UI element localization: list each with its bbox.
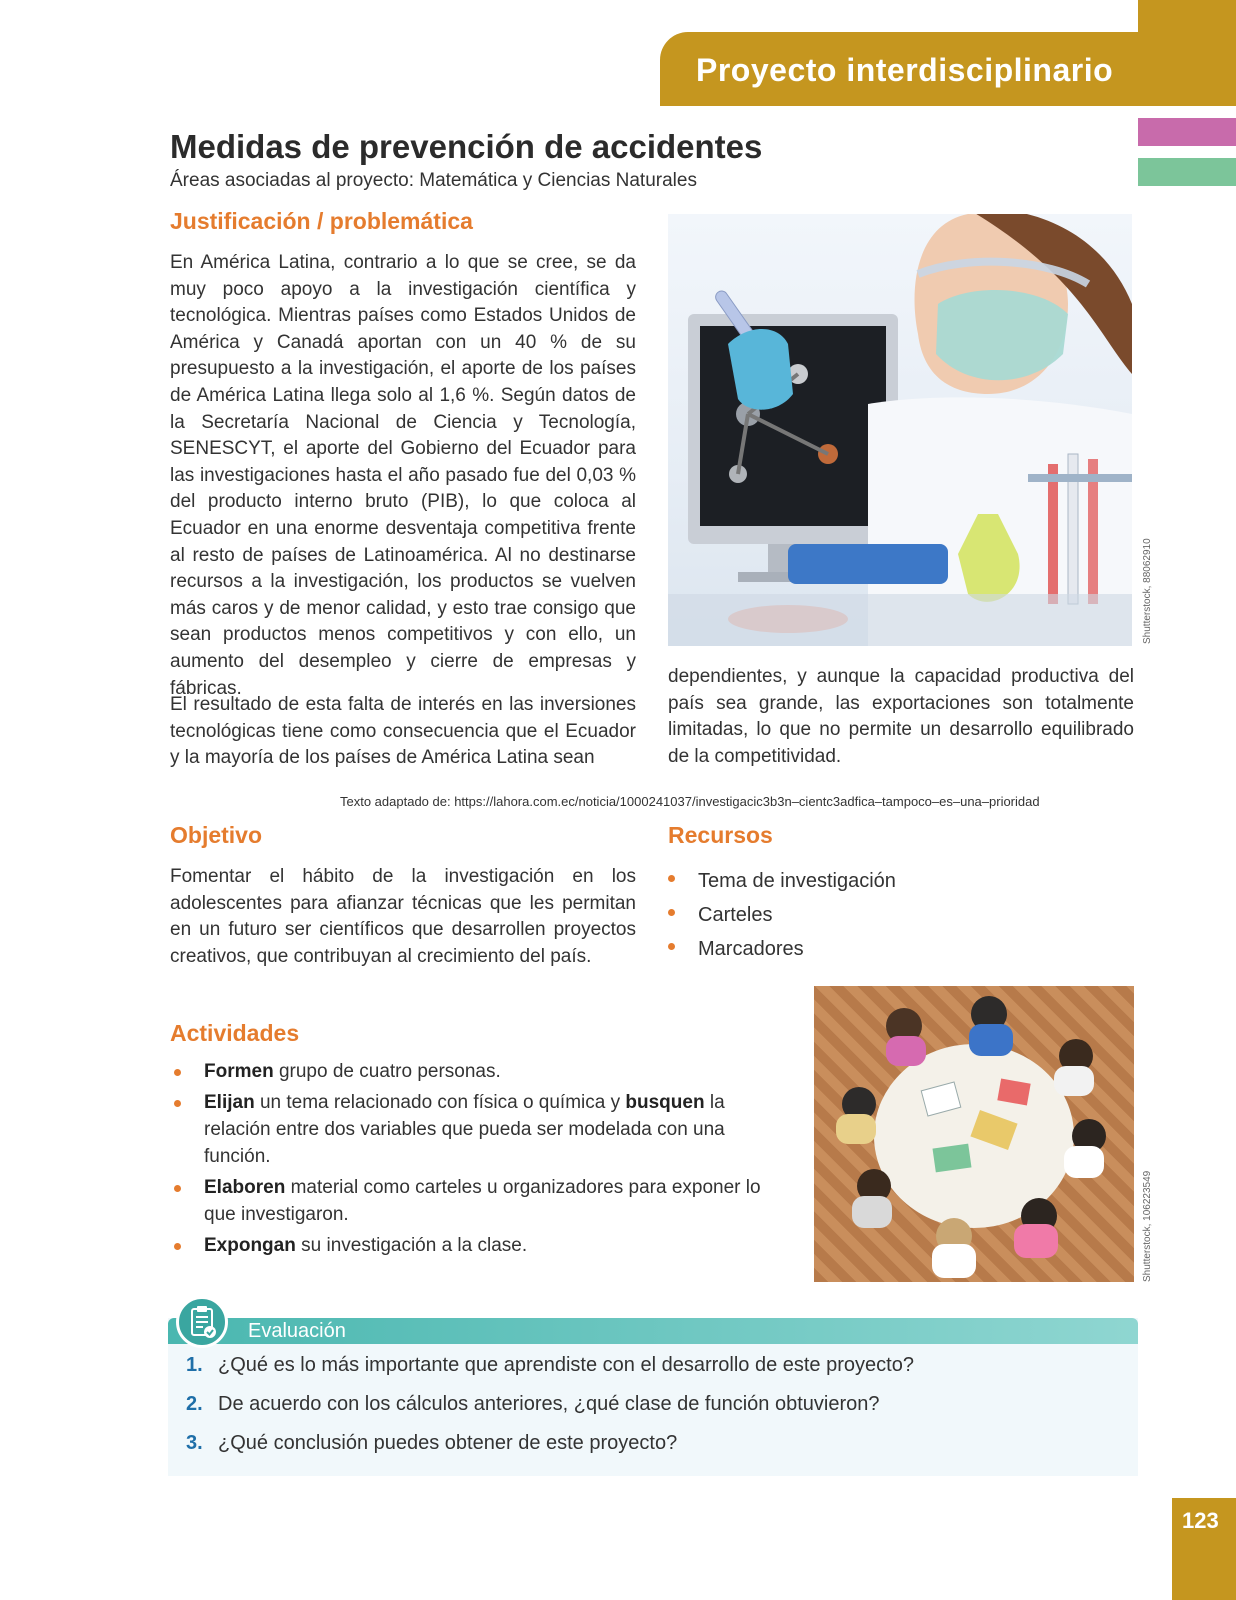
list-item: Expongan su investigación a la clase.: [170, 1232, 790, 1259]
bullet-dot: [668, 875, 675, 882]
recursos-list: [664, 864, 896, 966]
page-number: 123: [1182, 1508, 1219, 1533]
students-illustration: [814, 986, 1134, 1282]
bullet-dot: [174, 1069, 181, 1076]
evaluacion-item: 1. ¿Qué es lo más importante que aprendiste con el desarrollo de este proyecto?: [186, 1354, 914, 1376]
list-item: Elijan un tema relacionado con física o química y busquen la relación entre dos variables que pueda ser modelada con una función.: [170, 1089, 790, 1170]
bullet-dot: [174, 1100, 181, 1107]
bullet-dot: [174, 1243, 181, 1250]
lab-scientist-photo: [668, 214, 1132, 646]
evaluacion-item: 2. De acuerdo con los cálculos anteriores, ¿qué clase de función obtuvieron?: [186, 1393, 880, 1415]
recursos-heading: Recursos: [668, 822, 773, 848]
section-label: Proyecto interdisciplinario: [696, 52, 1114, 88]
justificacion-heading: Justificación / problemática: [170, 208, 473, 234]
list-item: Marcadores: [664, 932, 896, 966]
justificacion-paragraph-2-right: dependientes, y aunque la capacidad productiva del país sea grande, las exportaciones son totalmente limitadas, lo que no permite un desarrollo equilibrado de la competitividad.: [668, 666, 1134, 767]
bullet-dot: [668, 909, 675, 916]
list-item: Tema de investigación: [664, 864, 896, 898]
justificacion-paragraph-2-left: El resultado de esta falta de interés en las inversiones tecnológicas tiene como consecuencia que el Ecuador y la mayoría de los países de América Latina sean: [170, 694, 636, 769]
bullet-dot: [174, 1185, 181, 1192]
bullet-dot: [668, 943, 675, 950]
source-citation: Texto adaptado de: https://lahora.com.ec/noticia/1000241037/investigacic3b3n–cientc3adfica–tampoco–es–una–prioridad: [340, 794, 1040, 809]
students-group-photo: [814, 986, 1134, 1282]
side-tab-pink: [1138, 118, 1236, 146]
objetivo-text: Fomentar el hábito de la investigación en los adolescentes para afianzar técnicas que les permitan en un futuro ser científicos que desarrollen proyectos creativos, que contribuyan al crecimiento del país.: [170, 866, 636, 967]
list-item: Elaboren material como carteles u organizadores para exponer lo que investigaron.: [170, 1174, 790, 1228]
objetivo-heading: Objetivo: [170, 822, 263, 848]
justificacion-paragraph-1: En América Latina, contrario a lo que se cree, se da muy poco apoyo a la investigación científica y tecnológica. Mientras países como Estados Unidos de América y Canadá aportan con un 40 % de su presupuesto a la investigación, el aporte de los países de América Latina llega solo al 1,6 %. Según datos de la Secretaría Nacional de Ciencia y Tecnología, SENESCYT, el aporte del Gobierno del Ecuador para las investigaciones hasta el año pasado fue del 0,03 % del producto interno bruto (PIB), lo que coloca al Ecuador en una enorme desventaja competitiva frente al resto de países de Latinoamérica. Al no destinarse recursos a la investigación, los productos se vuelven más caros y de menor calidad, y esto trae consigo que sean productos menos competitivos y con ello, un aumento del desempleo y cierre de empresas y fábricas.: [170, 252, 636, 699]
page-title: Medidas de prevención de accidentes: [170, 128, 763, 165]
actividades-list: [170, 1058, 790, 1259]
lab-photo-credit: Shutterstock, 88062910: [1142, 538, 1153, 644]
side-tab-green: [1138, 158, 1236, 186]
actividades-heading: Actividades: [170, 1020, 300, 1046]
header-banner-corner: [1138, 0, 1236, 106]
group-photo-credit: Shutterstock, 106223549: [1142, 1170, 1153, 1282]
lab-scientist-illustration: [668, 214, 1132, 646]
list-item: Formen grupo de cuatro personas.: [170, 1058, 790, 1085]
list-item: Carteles: [664, 898, 896, 932]
evaluacion-heading: Evaluación: [248, 1320, 346, 1342]
evaluacion-item: 3. ¿Qué conclusión puedes obtener de este proyecto?: [186, 1432, 678, 1454]
clipboard-check-icon: [176, 1296, 228, 1348]
page-subtitle: Áreas asociadas al proyecto: Matemática y Ciencias Naturales: [170, 170, 697, 191]
